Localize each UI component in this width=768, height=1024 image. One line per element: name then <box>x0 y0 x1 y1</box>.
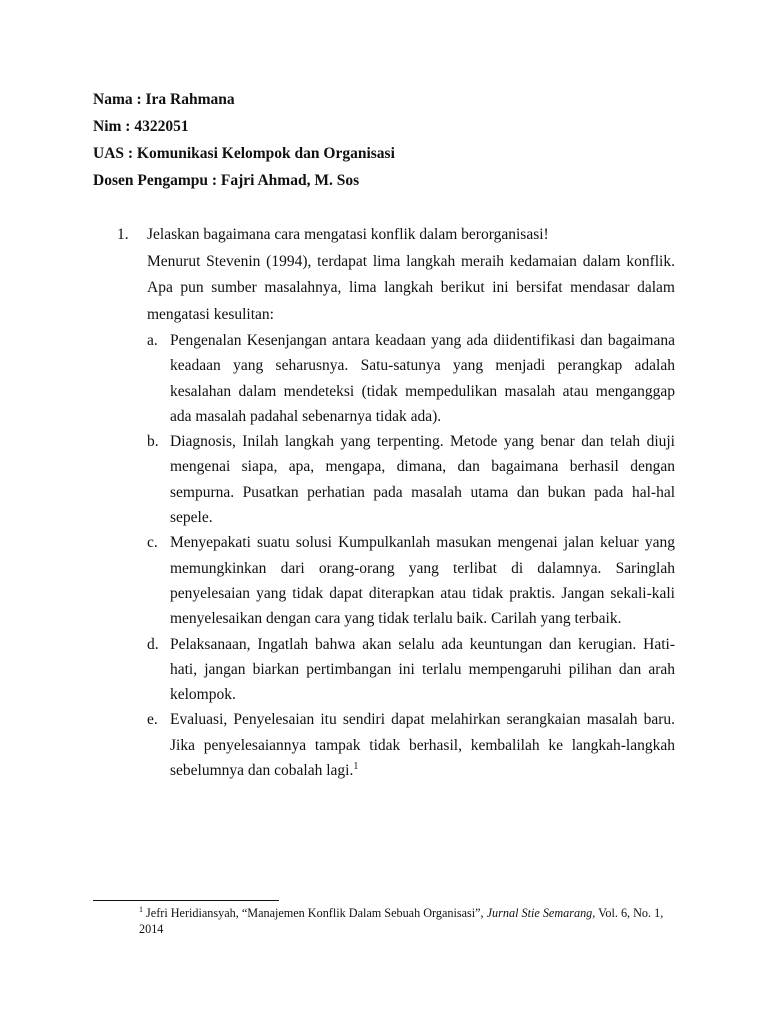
answer-intro: Menurut Stevenin (1994), terdapat lima langkah meraih kedamaian dalam konflik. Apa pun sumber masalahnya, lima langkah berikut ini bersifat mendasar dalam mengatasi kesulitan: <box>147 252 675 323</box>
step-text: Menyepakati suatu solusi Kumpulkanlah masukan mengenai jalan keluar yang memungkinkan dari orang-orang yang terlibat di dalamnya. Saringlah penyelesaian yang tidak dapat diterapkan atau tidak praktis. Jangan sekali-kali menyelesaikan dengan cara yang tidak terlalu baik. Carilah yang terbaik. <box>170 534 675 628</box>
step-text: Evaluasi, Penyelesaian itu sendiri dapat melahirkan serangkaian masalah baru. Jika penyelesaiannya tampak tidak berhasil, kembalilah ke langkah-langkah sebelumnya dan cobalah lagi. <box>170 711 675 780</box>
footnote-journal: Jurnal Stie Semarang <box>486 906 593 920</box>
footnote-divider <box>93 900 279 901</box>
steps-list <box>93 328 675 783</box>
step-marker: c. <box>147 534 158 552</box>
step-marker: e. <box>147 711 158 729</box>
question-item <box>93 222 675 249</box>
footnote-author: Jefri Heridiansyah, “Manajemen Konflik Dalam Sebuah Organisasi”, <box>146 906 484 920</box>
question-section <box>93 222 675 783</box>
footnote-text <box>93 906 675 937</box>
step-text: Pengenalan Kesenjangan antara keadaan yang ada diidentifikasi dan bagaimana keadaan yang seharusnya. Satu-satunya yang menjadi perangkap adalah kesalahan dalam mendeteksi (tidak mempedulikan masalah atau menganggap ada masalah padahal sebenarnya tidak ada). <box>170 332 675 425</box>
list-item <box>147 530 675 631</box>
step-marker: b. <box>147 433 159 451</box>
student-nim: Nim : 4322051 <box>93 118 189 135</box>
list-item <box>147 632 675 708</box>
student-name: Nama : Ira Rahmana <box>93 91 235 108</box>
footnote <box>93 906 675 937</box>
question-text: Jelaskan bagaimana cara mengatasi konflik dalam berorganisasi! <box>147 226 549 243</box>
footnote-details: , Vol. 6, No. 1, 2014 <box>139 906 664 936</box>
question-number: 1. <box>117 226 129 243</box>
document-header <box>93 86 683 194</box>
list-item <box>147 707 675 783</box>
footnote-reference[interactable]: 1 <box>353 760 359 772</box>
step-text: Diagnosis, Inilah langkah yang terpenting. Metode yang benar dan telah diuji mengenai siapa, apa, mengapa, dimana, dan bagaimana berhasil dengan sempurna. Pusatkan perhatian pada masalah utama dan bukan pada hal-hal sepele. <box>170 433 675 527</box>
footnote-marker: 1 <box>139 904 143 914</box>
exam-course: UAS : Komunikasi Kelompok dan Organisasi <box>93 145 395 162</box>
step-marker: a. <box>147 332 158 349</box>
list-item <box>147 429 675 530</box>
step-text: Pelaksanaan, Ingatlah bahwa akan selalu ada keuntungan dan kerugian. Hati-hati, jangan biarkan pertimbangan ini terlalu mempengaruhi pilihan dan arah kelompok. <box>170 635 675 704</box>
lecturer: Dosen Pengampu : Fajri Ahmad, M. Sos <box>93 172 360 189</box>
list-item <box>147 328 675 429</box>
step-marker: d. <box>147 635 159 653</box>
